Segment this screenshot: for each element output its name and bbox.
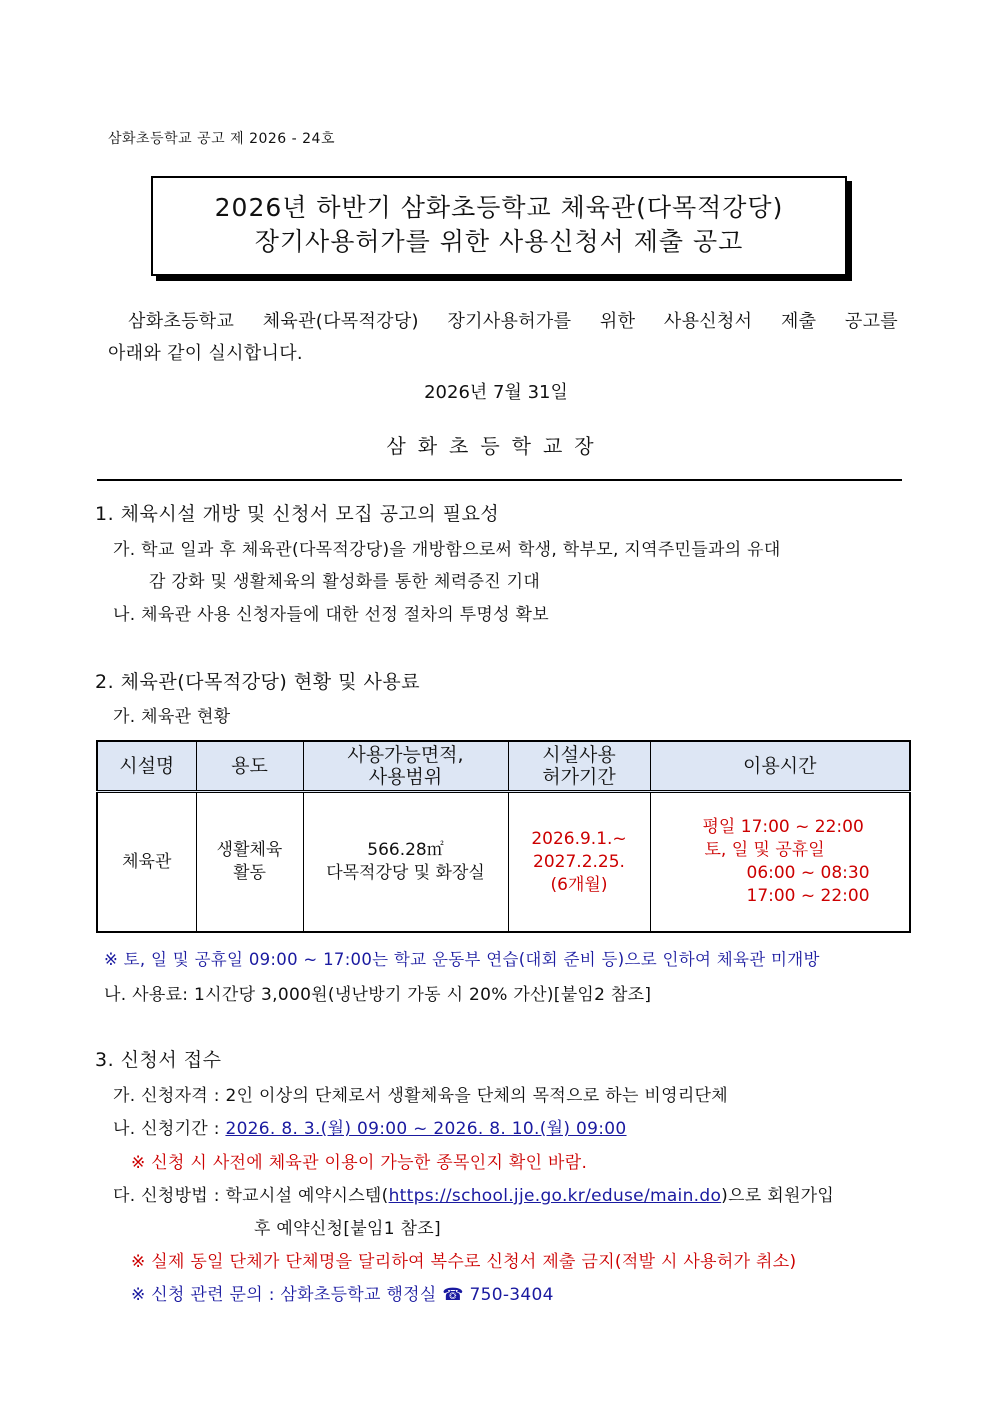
section1-item-a-line1: 가. 학교 일과 후 체육관(다목적강당)을 개방함으로써 학생, 학부모, 지역주민들과의 유대 — [113, 540, 781, 560]
cell-use — [196, 792, 303, 933]
section3-item-c-label: 다. 신청방법 : — [113, 1186, 226, 1206]
cell-use-line1: 생활체육 — [216, 840, 283, 860]
section2-item-b: 나. 사용료: 1시간당 3,000원(냉난방기 가동 시 20% 가산)[붙임2 참조] — [104, 985, 652, 1005]
section1-item-b: 나. 체육관 사용 신청자들에 대한 선정 절차의 투명성 확보 — [113, 605, 549, 625]
section2-heading: 2. 체육관(다목적강당) 현황 및 사용료 — [95, 671, 421, 693]
title-box — [151, 176, 847, 276]
header-area-line1: 사용가능면적, — [347, 744, 464, 766]
header-area — [303, 741, 508, 792]
cell-period-line2: 2027.2.25. — [533, 851, 625, 872]
header-hours: 이용시간 — [650, 741, 910, 792]
principal-signature: 삼화초등학교장 — [386, 434, 606, 458]
intro-line1: 삼화초등학교 체육관(다목적강당) 장기사용허가를 위한 사용신청서 제출 공고를 — [128, 311, 898, 332]
header-facility-name: 시설명 — [97, 741, 196, 792]
section3-note2: ※ 실제 동일 단체가 단체명을 달리하여 복수로 신청서 제출 금지(적발 시 사용허가 취소) — [131, 1252, 797, 1272]
cell-hours-line4: 17:00 ~ 22:00 — [746, 886, 870, 906]
header-area-line2: 사용범위 — [368, 766, 443, 788]
cell-period-line3: (6개월) — [550, 874, 608, 895]
cell-period-line1: 2026.9.1.~ — [531, 828, 627, 849]
section1-heading: 1. 체육시설 개방 및 신청서 모집 공고의 필요성 — [95, 503, 500, 525]
section2-note: ※ 토, 일 및 공휴일 09:00 ~ 17:00는 학교 운동부 연습(대회 준비 등)으로 인하여 체육관 미개방 — [104, 950, 820, 969]
cell-hours-line2: 토, 일 및 공휴일 — [704, 840, 825, 860]
title-line2: 장기사용허가를 위한 사용신청서 제출 공고 — [254, 227, 744, 256]
cell-name: 체육관 — [97, 792, 196, 933]
cell-hours — [650, 792, 910, 933]
header-period — [508, 741, 650, 792]
header-use: 용도 — [196, 741, 303, 792]
section3-item-c-pre: 학교시설 예약시스템( — [225, 1186, 389, 1206]
title-line1: 2026년 하반기 삼화초등학교 체육관(다목적강당) — [214, 193, 784, 222]
intro-line2: 아래와 같이 실시합니다. — [108, 343, 303, 364]
header-period-line1: 시설사용 — [542, 744, 616, 766]
section3-item-a: 가. 신청자격 : 2인 이상의 단체로서 생활체육을 단체의 목적으로 하는 비영리단체 — [113, 1086, 728, 1106]
notice-date: 2026년 7월 31일 — [424, 382, 568, 403]
reservation-system-link[interactable]: https://school.jje.go.kr/eduse/main.do — [388, 1186, 722, 1206]
notice-number: 삼화초등학교 공고 제 2026 - 24호 — [108, 131, 335, 147]
cell-hours-line1: 평일 17:00 ~ 22:00 — [702, 817, 864, 837]
section3-note1: ※ 신청 시 사전에 체육관 이용이 가능한 종목인지 확인 바람. — [131, 1153, 588, 1173]
header-period-line2: 허가기간 — [542, 766, 616, 788]
divider — [97, 479, 902, 481]
cell-area-line2: 다목적강당 및 화장실 — [326, 863, 485, 883]
application-period: 2026. 8. 3.(월) 09:00 ~ 2026. 8. 10.(월) 09:00 — [225, 1119, 627, 1139]
cell-use-line2: 활동 — [233, 863, 266, 883]
table-row — [97, 792, 910, 933]
section3-item-b — [113, 1114, 627, 1139]
section3-heading: 3. 신청서 접수 — [95, 1049, 222, 1071]
section3-item-c — [113, 1181, 834, 1206]
cell-period — [508, 792, 650, 933]
facility-table — [96, 740, 911, 933]
cell-area-line1: 566.28㎡ — [367, 840, 444, 860]
section2-item-a: 가. 체육관 현황 — [113, 707, 231, 727]
section3-item-b-label: 나. 신청기간 : — [113, 1119, 226, 1139]
table-header-row — [97, 741, 910, 792]
section1-item-a-line2: 감 강화 및 생활체육의 활성화를 통한 체력증진 기대 — [149, 572, 541, 592]
section3-item-c-post: )으로 회원가입 — [721, 1186, 835, 1206]
cell-hours-line3: 06:00 ~ 08:30 — [746, 863, 870, 883]
intro-paragraph — [108, 306, 898, 370]
section3-item-c-line2: 후 예약신청[붙임1 참조] — [254, 1219, 441, 1239]
cell-area — [303, 792, 508, 933]
section3-note3: ※ 신청 관련 문의 : 삼화초등학교 행정실 ☎ 750-3404 — [131, 1285, 554, 1305]
